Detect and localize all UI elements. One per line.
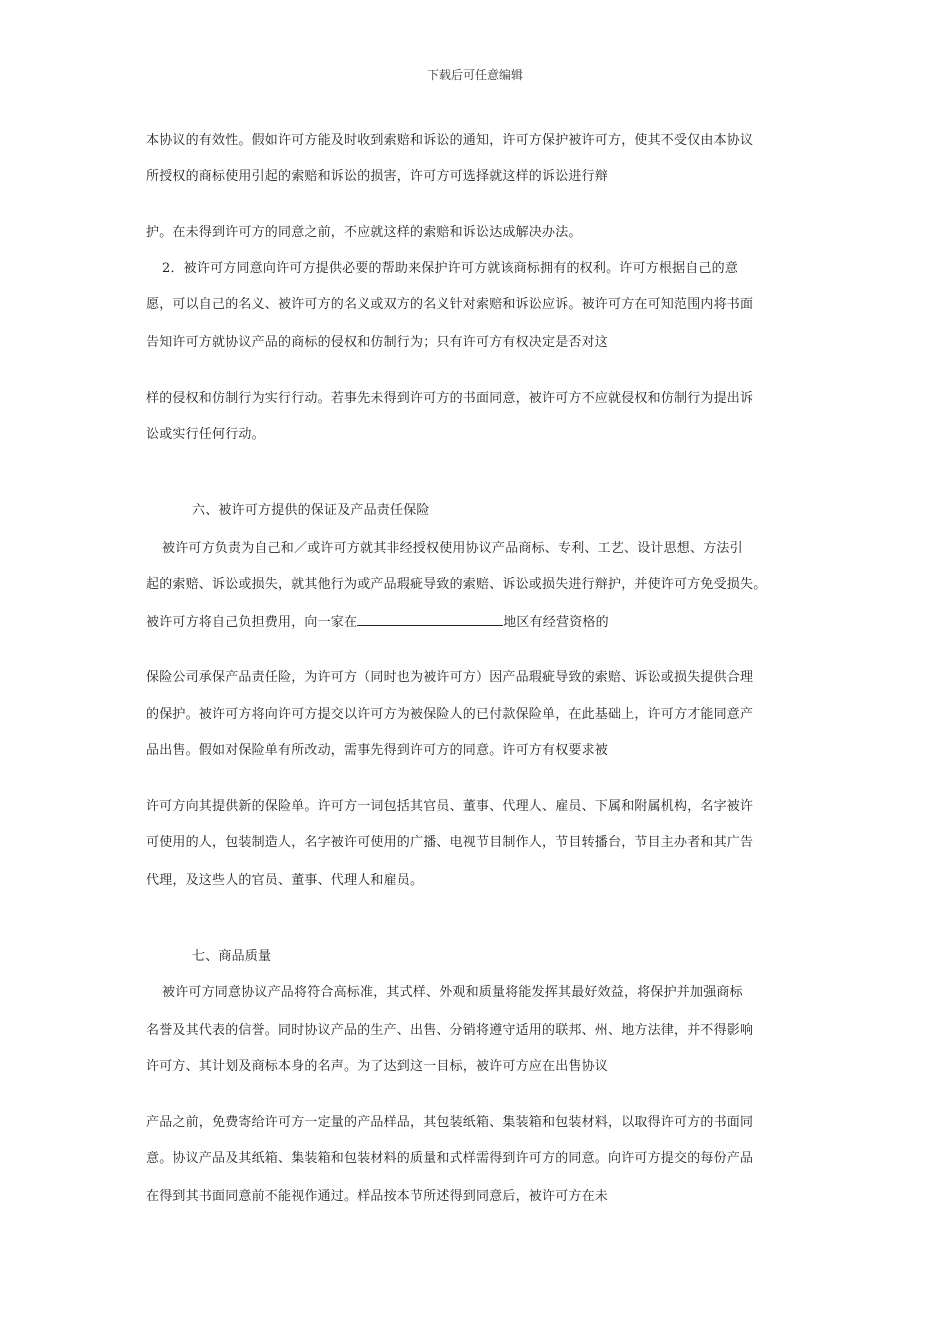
text-line: 本协议的有效性。假如许可方能及时收到索赔和诉讼的通知，许可方保护被许可方，使其不受仅由本协议 bbox=[146, 133, 754, 148]
page-header: 下载后可任意编辑 bbox=[426, 68, 523, 82]
text-line: 护。在未得到许可方的同意之前，不应就这样的索赔和诉讼达成解决办法。 bbox=[146, 225, 582, 240]
text-line: 告知许可方就协议产品的商标的侵权和仿制行为；只有许可方有权决定是否对这 bbox=[146, 335, 609, 350]
text-line: 被许可方负责为自己和／或许可方就其非经授权使用协议产品商标、专利、工艺、设计思想、方法引 bbox=[162, 541, 743, 556]
text-line: 愿，可以自己的名义、被许可方的名义或双方的名义针对索赔和诉讼应诉。被许可方在可知范围内将书面 bbox=[146, 297, 754, 312]
text-segment: 被许可方将自己负担费用，向一家在 bbox=[146, 615, 358, 630]
fill-in-blank bbox=[357, 613, 503, 626]
text-line: 2．被许可方同意向许可方提供必要的帮助来保护许可方就该商标拥有的权利。许可方根据自己的意 bbox=[162, 261, 739, 276]
text-line: 保险公司承保产品责任险，为许可方（同时也为被许可方）因产品瑕疵导致的索赔、诉讼或损失提供合理 bbox=[146, 670, 754, 685]
text-line: 样的侵权和仿制行为实行行动。若事先未得到许可方的书面同意，被许可方不应就侵权和仿制行为提出诉 bbox=[146, 391, 754, 406]
text-line: 代理，及这些人的官员、董事、代理人和雇员。 bbox=[146, 873, 424, 888]
text-segment: 地区有经营资格的 bbox=[503, 615, 609, 630]
text-line: 产品之前，免费寄给许可方一定量的产品样品，其包装纸箱、集装箱和包装材料，以取得许可方的书面同 bbox=[146, 1115, 754, 1130]
text-line: 名誉及其代表的信誉。同时协议产品的生产、出售、分销将遵守适用的联邦、州、地方法律，并不得影响 bbox=[146, 1023, 754, 1038]
text-line: 品出售。假如对保险单有所改动，需事先得到许可方的同意。许可方有权要求被 bbox=[146, 743, 609, 758]
text-line: 讼或实行任何行动。 bbox=[146, 427, 265, 442]
text-line: 可使用的人，包装制造人，名字被许可使用的广播、电视节目制作人，节目转播台，节目主办者和其广告 bbox=[146, 835, 754, 850]
text-line: 起的索赔、诉讼或损失，就其他行为或产品瑕疵导致的索赔、诉讼或损失进行辩护，并使许可方免受损失。 bbox=[146, 577, 767, 592]
text-line-with-blank bbox=[146, 611, 609, 630]
text-line: 被许可方同意协议产品将符合高标准，其式样、外观和质量将能发挥其最好效益，将保护并加强商标 bbox=[162, 985, 743, 1000]
text-line: 许可方向其提供新的保险单。许可方一词包括其官员、董事、代理人、雇员、下属和附属机构，名字被许 bbox=[146, 799, 754, 814]
section-heading: 七、商品质量 bbox=[192, 949, 272, 964]
text-line: 许可方、其计划及商标本身的名声。为了达到这一目标，被许可方应在出售协议 bbox=[146, 1059, 609, 1074]
text-line: 在得到其书面同意前不能视作通过。样品按本节所述得到同意后，被许可方在未 bbox=[146, 1189, 609, 1204]
text-line: 所授权的商标使用引起的索赔和诉讼的损害，许可方可选择就这样的诉讼进行辩 bbox=[146, 169, 609, 184]
section-heading: 六、被许可方提供的保证及产品责任保险 bbox=[192, 503, 430, 518]
text-line: 意。协议产品及其纸箱、集装箱和包装材料的质量和式样需得到许可方的同意。向许可方提交的每份产品 bbox=[146, 1151, 754, 1166]
text-line: 的保护。被许可方将向许可方提交以许可方为被保险人的已付款保险单，在此基础上，许可方才能同意产 bbox=[146, 707, 754, 722]
